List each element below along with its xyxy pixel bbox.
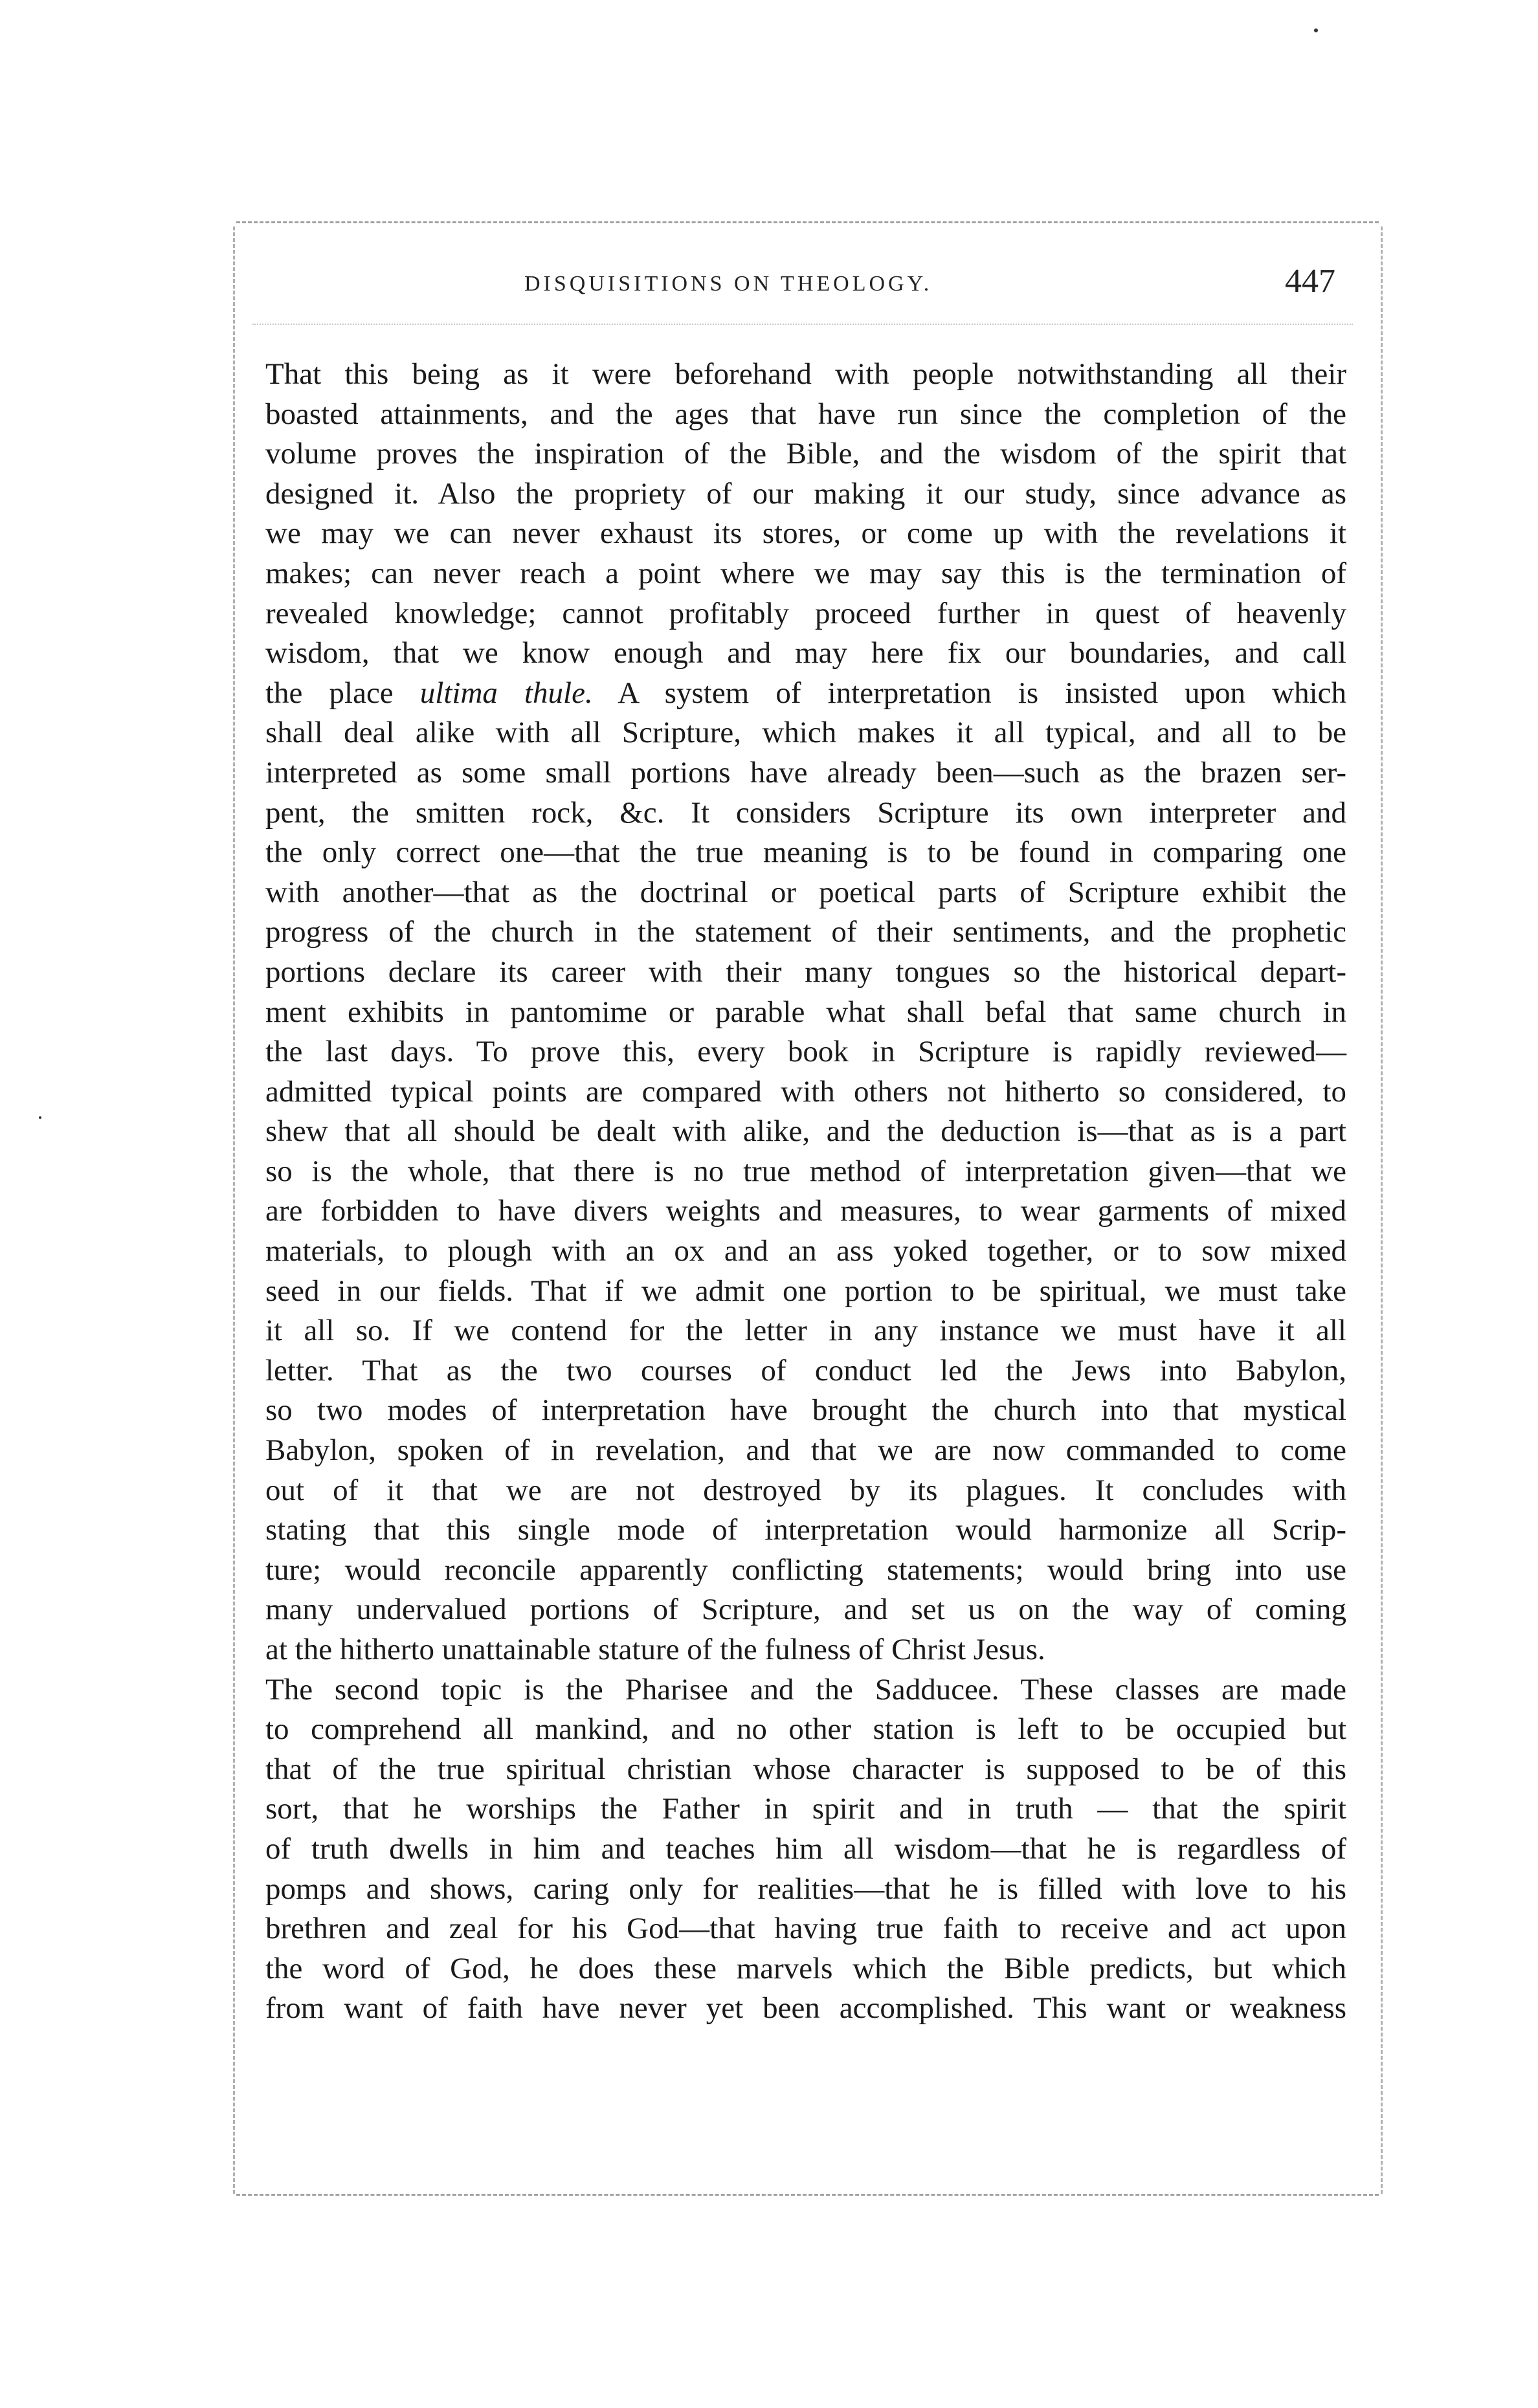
scan-border-right: [1381, 226, 1383, 2194]
text-line: [265, 1949, 1346, 1989]
text-run: so is the whole, that there is no true method of interpretation given—that we: [265, 1154, 1346, 1188]
text-line: [265, 1311, 1346, 1351]
running-head: DISQUISITIONS ON THEOLOGY.: [524, 272, 933, 296]
text-run: so two modes of interpretation have brought the church into that mystical: [265, 1393, 1346, 1428]
text-line: [265, 355, 1346, 395]
text-run: shall deal alike with all Scripture, which makes it all typical, and all to be: [265, 716, 1346, 750]
text-line: [265, 395, 1346, 435]
text-line: [265, 1870, 1346, 1910]
text-run: to comprehend all mankind, and no other station is left to be occupied but: [265, 1712, 1346, 1747]
text-line: [265, 793, 1346, 834]
text-line: [265, 1152, 1346, 1192]
text-line: [265, 993, 1346, 1033]
text-run: boasted attainments, and the ages that have run since the completion of the: [265, 397, 1346, 431]
text-run: materials, to plough with an ox and an ass yoked together, or to sow mixed: [265, 1234, 1346, 1268]
text-line: [265, 1431, 1346, 1471]
text-run: out of it that we are not destroyed by its plagues. It concludes with: [265, 1473, 1346, 1507]
text-run: shew that all should be dealt with alike, and the deduction is—that as is a part: [265, 1114, 1346, 1149]
text-line: [265, 1471, 1346, 1511]
text-run: we may we can never exhaust its stores, or come up with the revelations it: [265, 516, 1346, 551]
text-line: [265, 1829, 1346, 1870]
text-line: [265, 1989, 1346, 2029]
text-run: pent, the smitten rock, &c. It considers Scripture its own interpreter and: [265, 795, 1346, 830]
text-run: letter. That as the two courses of conduct led the Jews into Babylon,: [265, 1353, 1346, 1387]
text-run: with another—that as the doctrinal or poetical parts of Scripture exhibit the: [265, 875, 1346, 909]
text-line: [265, 594, 1346, 634]
text-run: stating that this single mode of interpretation would harmonize all Scrip-: [265, 1513, 1346, 1547]
text-line: [265, 713, 1346, 753]
text-line: [265, 912, 1346, 953]
text-line: [265, 753, 1346, 793]
text-run: wisdom, that we know enough and may here fix our boundaries, and call: [265, 636, 1346, 670]
text-line: [265, 1630, 1346, 1670]
text-line: [265, 1232, 1346, 1272]
text-run: the only correct one—that the true meaning is to be found in comparing one: [265, 835, 1346, 870]
header-rule: [252, 324, 1353, 325]
text-line: [265, 1072, 1346, 1112]
text-run: portions declare its career with their many tongues so the historical depart-: [265, 955, 1346, 989]
text-run: makes; can never reach a point where we may say this is the termination of: [265, 556, 1346, 590]
text-run: volume proves the inspiration of the Bible, and the wisdom of the spirit that: [265, 437, 1346, 471]
scan-speck: [1314, 28, 1318, 32]
text-run: that of the true spiritual christian whose character is supposed to be of this: [265, 1752, 1346, 1786]
scan-speck: [39, 1116, 41, 1119]
scan-border-bottom: [236, 2194, 1379, 2196]
text-line: [265, 1032, 1346, 1072]
text-run: revealed knowledge; cannot profitably proceed further in quest of heavenly: [265, 596, 1346, 630]
text-run: at the hitherto unattainable stature of the fulness of Christ Jesus.: [265, 1633, 1045, 1666]
text-line: [265, 1510, 1346, 1551]
text-line: [265, 873, 1346, 913]
text-run: are forbidden to have divers weights and measures, to wear garments of mixed: [265, 1194, 1346, 1228]
text-run: The second topic is the Pharisee and the Sadducee. These classes are made: [265, 1672, 1346, 1707]
text-run: of truth dwells in him and teaches him all wisdom—that he is regardless of: [265, 1831, 1346, 1866]
scan-border-top: [236, 221, 1379, 223]
scan-border-left: [233, 226, 235, 2194]
text-line: [265, 674, 1346, 714]
text-run: A system of interpretation is insisted upon which: [592, 676, 1347, 710]
text-line: [265, 1391, 1346, 1431]
text-line: [265, 474, 1346, 514]
text-run: brethren and zeal for his God—that having true faith to receive and act upon: [265, 1912, 1346, 1946]
text-run: the word of God, he does these marvels which the Bible predicts, but which: [265, 1951, 1346, 1985]
text-line: [265, 1670, 1346, 1710]
text-line: [265, 1789, 1346, 1829]
text-line: [265, 634, 1346, 674]
text-run: from want of faith have never yet been accomplished. This want or weakness: [265, 1991, 1346, 2026]
text-run: progress of the church in the statement of their sentiments, and the prophetic: [265, 915, 1346, 949]
text-run: That this being as it were beforehand with people notwithstanding all their: [265, 357, 1346, 391]
text-line: [265, 514, 1346, 554]
text-line: [265, 833, 1346, 873]
text-line: [265, 1909, 1346, 1949]
text-run: the place: [265, 676, 420, 710]
text-run: pomps and shows, caring only for realities—that he is filled with love to his: [265, 1872, 1346, 1906]
text-run: designed it. Also the propriety of our making it our study, since advance as: [265, 476, 1346, 511]
text-line: [265, 1112, 1346, 1152]
text-run: the last days. To prove this, every book in Scripture is rapidly reviewed—: [265, 1035, 1346, 1069]
text-line: [265, 434, 1346, 474]
text-run: many undervalued portions of Scripture, and set us on the way of coming: [265, 1593, 1346, 1627]
page-number: 447: [1285, 263, 1335, 300]
text-line: [265, 1750, 1346, 1790]
text-line: [265, 953, 1346, 993]
text-run: ture; would reconcile apparently conflicting statements; would bring into use: [265, 1552, 1346, 1587]
text-line: [265, 1710, 1346, 1750]
text-run: it all so. If we contend for the letter in any instance we must have it all: [265, 1314, 1346, 1348]
text-line: [265, 1351, 1346, 1391]
text-run: ment exhibits in pantomime or parable what shall befal that same church in: [265, 995, 1346, 1029]
text-line: [265, 1191, 1346, 1232]
text-run: sort, that he worships the Father in spirit and in truth — that the spirit: [265, 1792, 1346, 1826]
text-run: Babylon, spoken of in revelation, and that we are now commanded to come: [265, 1433, 1346, 1468]
text-run: seed in our fields. That if we admit one portion to be spiritual, we must take: [265, 1274, 1346, 1308]
text-line: [265, 1590, 1346, 1630]
italic-text-run: ultima thule.: [419, 676, 593, 710]
text-line: [265, 554, 1346, 594]
text-run: admitted typical points are compared with others not hitherto so considered, to: [265, 1074, 1346, 1109]
text-run: interpreted as some small portions have already been—such as the brazen ser-: [265, 755, 1346, 790]
text-line: [265, 1272, 1346, 1312]
text-line: [265, 1551, 1346, 1591]
body-text: [265, 355, 1346, 2167]
